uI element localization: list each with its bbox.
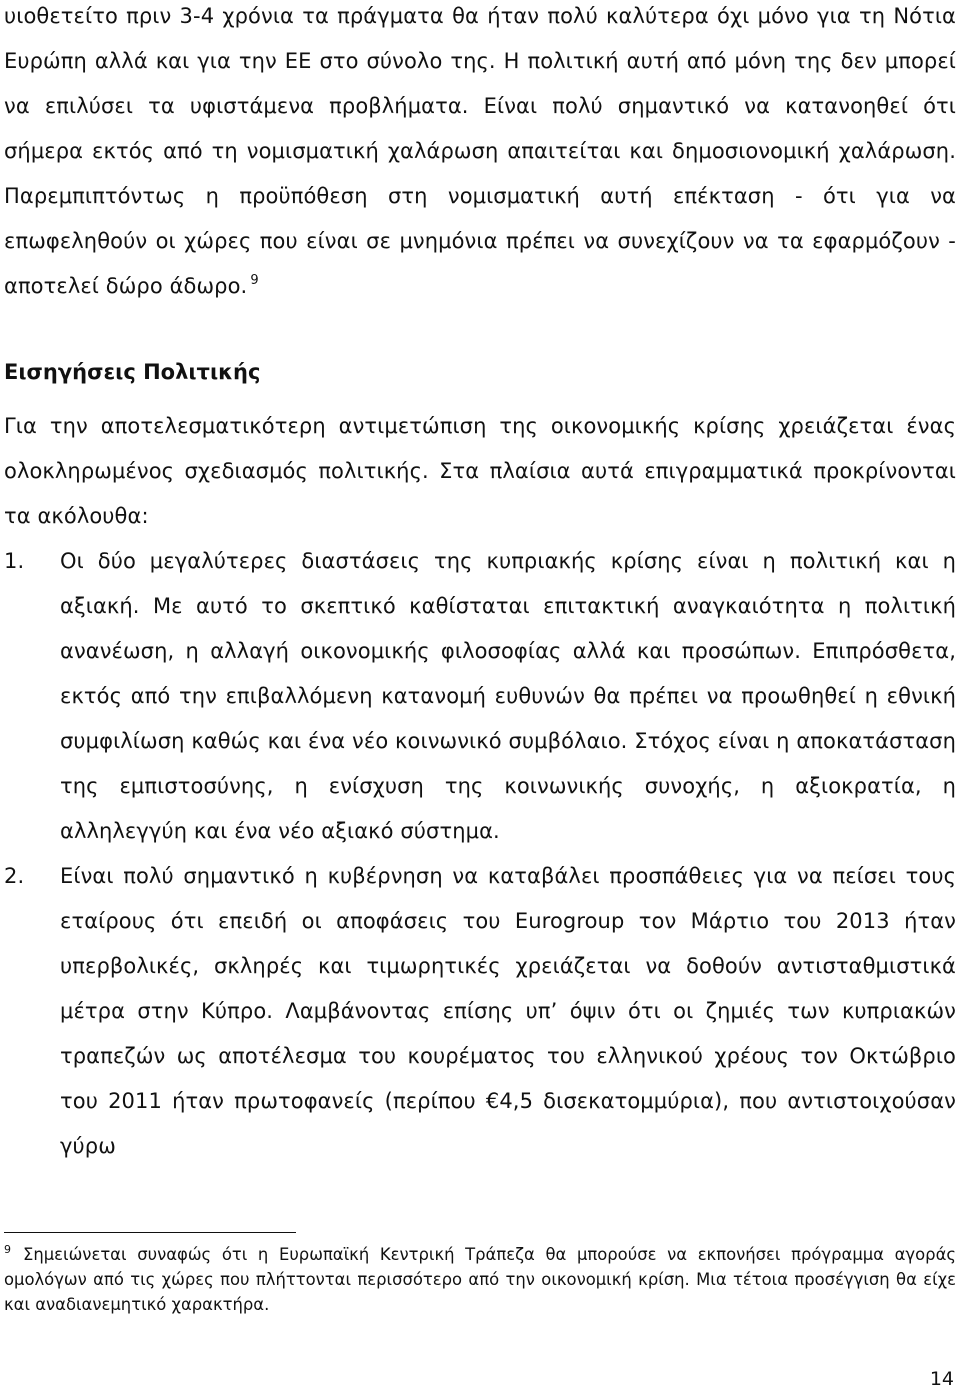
- list-item-text: Είναι πολύ σημαντικό η κυβέρνηση να καταβάλει προσπάθειες για να πείσει τους εταίρους ότι επειδή οι αποφάσεις του Eurogroup τον Μάρτιο του 2013 ήταν υπερβολικές, σκληρές και τιμωρητικές χρειάζεται να δοθούν αντισταθμιστικά μέτρα στην Κύπρο. Λαμβάνοντας επίσης υπ’ όψιν ότι οι ζημιές των κυπριακών τραπεζών ως αποτέλεσμα του κουρέματος του ελληνικού χρέους τον Οκτώβριο του 2011 ήταν πρωτοφανείς (περίπου €4,5 δισεκατομμύρια), που αντιστοιχούσαν γύρω: [60, 864, 956, 1158]
- recommendations-list: [4, 539, 956, 1169]
- intro-paragraph: [4, 0, 956, 309]
- list-item-number: 1.: [4, 549, 25, 573]
- footnote: [4, 1242, 956, 1317]
- list-item-text: Οι δύο μεγαλύτερες διαστάσεις της κυπριακής κρίσης είναι η πολιτική και η αξιακή. Με αυτό το σκεπτικό καθίσταται επιτακτική αναγκαιότητα η πολιτική ανανέωση, η αλλαγή οικονομικής φιλοσοφίας αλλά και προσώπων. Επιπρόσθετα, εκτός από την επιβαλλόμενη κατανομή ευθυνών θα πρέπει να προωθηθεί η εθνική συμφιλίωση καθώς και ένα νέο κοινωνικό συμβόλαιο. Στόχος είναι η αποκατάσταση της εμπιστοσύνης, η ενίσχυση της κοινωνικής συνοχής, η αξιοκρατία, η αλληλεγγύη και ένα νέο αξιακό σύστημα.: [60, 549, 956, 843]
- footnote-text: Σημειώνεται συναφώς ότι η Ευρωπαϊκή Κεντρική Τράπεζα θα μπορούσε να εκπονήσει πρόγραμμα αγοράς ομολόγων από τις χώρες που πλήττονται περισσότερο από την οικονομική κρίση. Μια τέτοια προσέγγιση θα είχε και αναδιανεμητικό χαρακτήρα.: [4, 1245, 956, 1314]
- body-paragraph: Για την αποτελεσματικότερη αντιμετώπιση της οικονομικής κρίσης χρειάζεται ένας ολοκληρωμένος σχεδιασμός πολιτικής. Στα πλαίσια αυτά επιγραμματικά προκρίνονται τα ακόλουθα:: [4, 414, 956, 528]
- footnote-reference: 9: [250, 273, 259, 288]
- list-item: [4, 854, 956, 1169]
- intro-paragraph-text: υιοθετείτο πριν 3-4 χρόνια τα πράγματα θα ήταν πολύ καλύτερα όχι μόνο για τη Νότια Ευρώπη αλλά και για την ΕΕ στο σύνολο της. Η πολιτική αυτή από μόνη της δεν μπορεί να επιλύσει τα υφιστάμενα προβλήματα. Είναι πολύ σημαντικό να κατανοηθεί ότι σήμερα εκτός από τη νομισματική χαλάρωση απαιτείται και δημοσιονομική χαλάρωση. Παρεμπιπτόντως η προϋπόθεση στη νομισματική αυτή επέκταση - ότι για να επωφεληθούν οι χώρες που είναι σε μνημόνια πρέπει να συνεχίζουν να τα εφαρμόζουν - αποτελεί δώρο άδωρο.: [4, 4, 956, 298]
- section-heading: Εισηγήσεις Πολιτικής: [4, 360, 261, 384]
- footnote-marker: 9: [4, 1243, 11, 1256]
- list-item-number: 2.: [4, 864, 25, 888]
- footnote-divider: [4, 1232, 296, 1233]
- page-number: 14: [929, 1368, 954, 1390]
- list-item: [4, 539, 956, 854]
